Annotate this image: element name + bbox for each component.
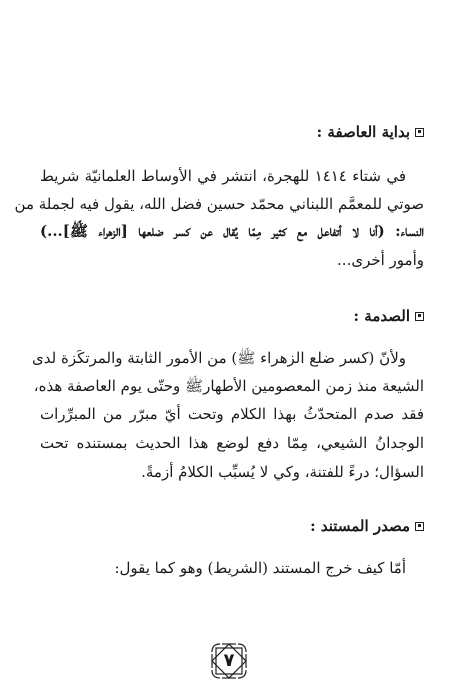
square-bullet-icon [415, 128, 424, 137]
paragraph-line: الشيعة منذ زمن المعصومين الأطهارﷺ وحتّى يوم العاصفة هذه، [33, 377, 424, 395]
square-bullet-icon [415, 312, 424, 321]
square-bullet-icon [415, 522, 424, 531]
section-heading-text: بداية العاصفة : [316, 123, 410, 141]
paragraph-line: السؤال؛ درءً للفتنة، وكي لا يُسبِّب الكلامُ أزمةً. [141, 463, 424, 481]
paragraph-line: في شتاء ١٤١٤ للهجرة، انتشر في الأوساط العلمانيّة شريط [40, 167, 406, 185]
section-heading-shock [354, 306, 424, 326]
paragraph-line: فقد صدم المتحدّثُ بهذا الكلام وتحت أيّ مبرّر من المبرِّرات [40, 405, 424, 423]
paragraph-line-quote: النساء: (أنا لا أتفاعل مع كثير مِمّا يُقال عن كسر ضلعها [الزهراء ﷺ]...) [40, 222, 424, 240]
section-heading-source [310, 516, 424, 536]
paragraph-line: أمّا كيف خرج المستند (الشريط) وهو كما يقول: [114, 559, 406, 577]
section-heading-text: مصدر المستند : [310, 517, 410, 535]
section-heading-text: الصدمة : [353, 307, 410, 325]
paragraph-line: صوتي للمعمَّم اللبناني محمّد حسين فضل الله، يقول فيه لجملة من [14, 195, 424, 213]
page-number-badge [208, 640, 250, 682]
section-heading-storm-start [317, 122, 424, 142]
page-number: ٧ [223, 650, 235, 671]
paragraph-line: وأمور أخرى... [337, 251, 424, 269]
paragraph-line: ولأنّ (كسر ضلع الزهراء ﷺ) من الأمور الثابتة والمرتكَزة لدى [32, 349, 406, 367]
paragraph-line: الوجدانُ الشيعي، مِمّا دفع لوضع هذا الحديث بمستنده تحت [40, 434, 424, 452]
